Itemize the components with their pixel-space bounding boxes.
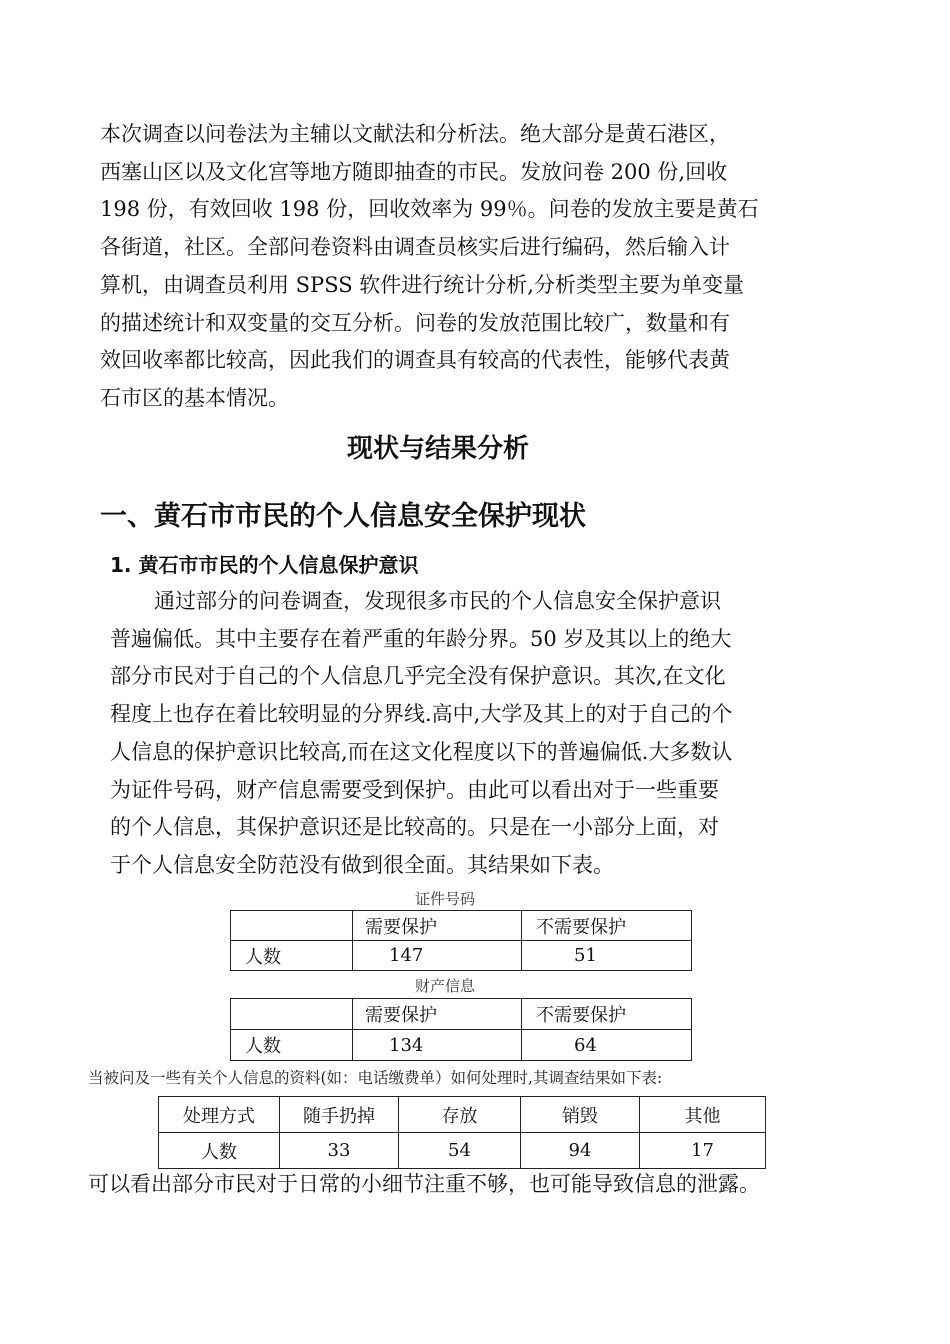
table-header-cell: 随手扔掉 bbox=[280, 1097, 399, 1133]
table-header-cell: 不需要保护 bbox=[522, 911, 692, 941]
table-header-cell: 销毁 bbox=[521, 1097, 640, 1133]
intro-line: 石市区的基本情况。 bbox=[100, 385, 289, 410]
closing-line: 可以看出部分市民对于日常的小细节注重不够，也可能导致信息的泄露。 bbox=[88, 1172, 760, 1196]
body-paragraph bbox=[110, 583, 732, 885]
table-disposal-intro: 当被问及一些有关个人信息的资料(如：电话缴费单）如何处理时,其调查结果如下表: bbox=[88, 1069, 663, 1087]
intro-line: 本次调查以问卷法为主辅以文献法和分析法。绝大部分是黄石港区， bbox=[100, 122, 730, 146]
table-header-cell: 不需要保护 bbox=[522, 999, 692, 1030]
intro-line: 西塞山区以及文化宫等地方随即抽查的市民。发放问卷 200 份,回收 bbox=[100, 159, 728, 184]
table-cell: 134 bbox=[353, 1030, 522, 1061]
table-header-cell: 需要保护 bbox=[353, 999, 522, 1030]
table-header-cell: 需要保护 bbox=[353, 911, 522, 941]
body-line: 程度上也存在着比较明显的分界线.高中,大学及其上的对于自己的个 bbox=[110, 702, 733, 727]
table-header-cell: 存放 bbox=[399, 1097, 521, 1133]
table-cell: 33 bbox=[280, 1133, 399, 1169]
table-cell: 54 bbox=[399, 1133, 521, 1169]
table-id-caption: 证件号码 bbox=[414, 890, 475, 908]
table-disposal bbox=[158, 1096, 766, 1169]
table-cell: 64 bbox=[522, 1030, 692, 1061]
body-line: 人信息的保护意识比较高,而在这文化程度以下的普遍偏低.大多数认 bbox=[110, 739, 733, 764]
table-cell: 147 bbox=[353, 941, 522, 971]
table-row-label: 人数 bbox=[231, 941, 353, 971]
table-cell: 17 bbox=[640, 1133, 766, 1169]
intro-paragraph bbox=[100, 116, 759, 418]
section-heading: 一、黄石市市民的个人信息安全保护现状 bbox=[100, 501, 586, 532]
body-line: 部分市民对于自己的个人信息几乎完全没有保护意识。其次,在文化 bbox=[110, 664, 726, 689]
body-line: 的个人信息，其保护意识还是比较高的。只是在一小部分上面，对 bbox=[110, 815, 719, 840]
intro-line: 的描述统计和双变量的交互分析。问卷的发放范围比较广，数量和有 bbox=[100, 310, 730, 335]
intro-line: 算机，由调查员利用 SPSS 软件进行统计分析,分析类型主要为单变量 bbox=[100, 272, 744, 297]
main-heading: 现状与结果分析 bbox=[346, 434, 529, 464]
table-property-caption: 财产信息 bbox=[414, 977, 475, 995]
intro-line: 各街道，社区。全部问卷资料由调查员核实后进行编码，然后输入计 bbox=[100, 235, 730, 260]
table-property-info bbox=[230, 998, 692, 1061]
body-line: 普遍偏低。其中主要存在着严重的年龄分界。50 岁及其以上的绝大 bbox=[110, 626, 732, 651]
table-header-cell: 处理方式 bbox=[159, 1097, 280, 1133]
body-line: 为证件号码，财产信息需要受到保护。由此可以看出对于一些重要 bbox=[110, 777, 719, 802]
table-header-cell: 其他 bbox=[640, 1097, 766, 1133]
table-cell: 51 bbox=[522, 941, 692, 971]
subsection-heading: 1. 黄石市市民的个人信息保护意识 bbox=[110, 553, 419, 577]
intro-line: 198 份，有效回收 198 份，回收效率为 99％。问卷的发放主要是黄石 bbox=[100, 197, 759, 222]
table-header-cell bbox=[231, 911, 353, 941]
table-header-cell bbox=[231, 999, 353, 1030]
table-id-numbers bbox=[230, 910, 692, 971]
intro-line: 效回收率都比较高，因此我们的调查具有较高的代表性，能够代表黄 bbox=[100, 348, 730, 373]
table-row-label: 人数 bbox=[159, 1133, 280, 1169]
body-line: 通过部分的问卷调查，发现很多市民的个人信息安全保护意识 bbox=[154, 589, 721, 613]
table-cell: 94 bbox=[521, 1133, 640, 1169]
table-row-label: 人数 bbox=[231, 1030, 353, 1061]
body-line: 于个人信息安全防范没有做到很全面。其结果如下表。 bbox=[110, 852, 614, 877]
